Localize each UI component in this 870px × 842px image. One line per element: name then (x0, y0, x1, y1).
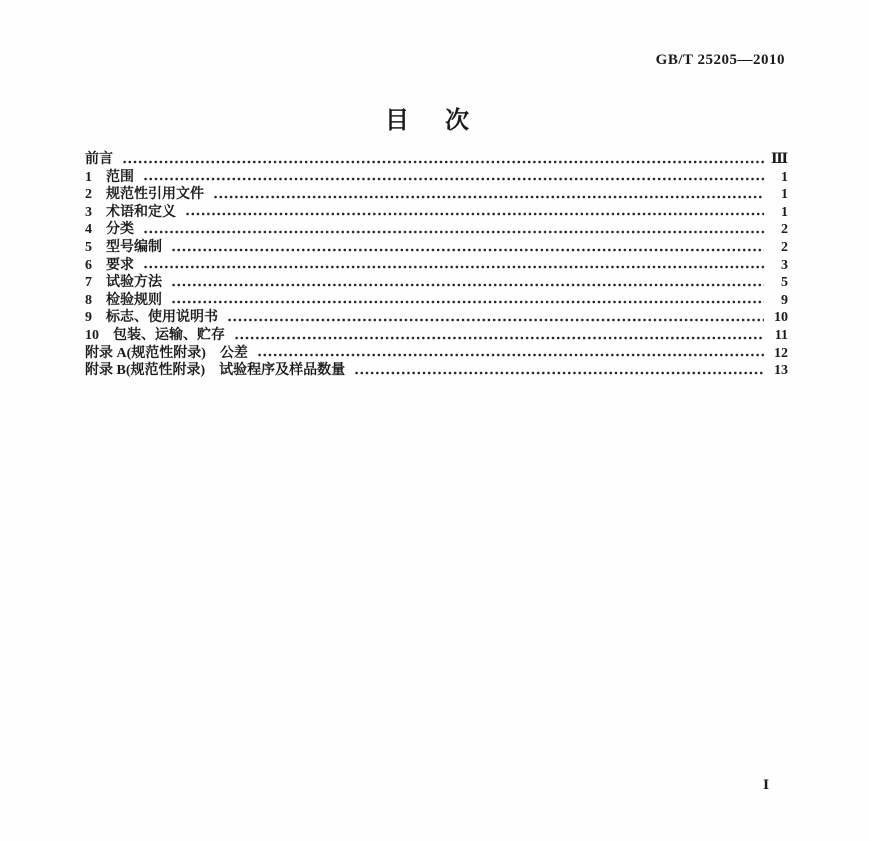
toc-entry-title: 分类 (106, 222, 134, 238)
toc-entry-number: 2 (85, 187, 92, 203)
toc-entry-title: 型号编制 (106, 239, 162, 255)
toc-entry-number: 附录 B(规范性附录) (85, 363, 206, 379)
toc-entry-number: 4 (85, 222, 92, 238)
dot-leader (171, 282, 764, 288)
toc-entry-page: 3 (781, 257, 788, 273)
toc-entry (85, 292, 788, 310)
toc-entry-number: 7 (85, 275, 92, 291)
toc-entry-title: 规范性引用文件 (106, 187, 204, 203)
toc-entry-number: 9 (85, 310, 92, 326)
toc-entry (85, 169, 788, 187)
toc-entry (85, 309, 788, 327)
toc-entry-page: 9 (781, 292, 788, 308)
toc-entry-page: 1 (781, 204, 788, 220)
toc-entry-number: 10 (85, 327, 99, 343)
toc-entry-title: 检验规则 (106, 292, 162, 308)
dot-leader (171, 247, 764, 253)
dot-leader (227, 317, 764, 323)
dot-leader (122, 159, 764, 165)
toc-entry-page: 5 (781, 275, 788, 291)
toc-entry-page: 11 (774, 327, 788, 343)
toc-entry-number: 3 (85, 204, 92, 220)
toc-entry-title: 要求 (106, 257, 134, 273)
toc-entry-number: 1 (85, 169, 92, 185)
toc-entry-title: 标志、使用说明书 (106, 310, 218, 326)
toc-title: 目 次 (385, 108, 475, 134)
dot-leader (354, 370, 764, 376)
toc-entry-title: 术语和定义 (106, 204, 176, 220)
toc-entry-page: 10 (774, 310, 788, 326)
dot-leader (234, 335, 764, 341)
toc-entry-number: 附录 A(规范性附录) (85, 345, 206, 361)
toc-entry (85, 345, 788, 363)
toc-entry-title: 前言 (85, 152, 113, 167)
toc-entry-page: Ⅲ (770, 152, 788, 167)
toc-entry-page: 13 (774, 363, 788, 379)
toc-entry (85, 274, 788, 292)
toc-entry-page: 1 (781, 187, 788, 203)
toc-entry-title: 试验程序及样品数量 (219, 363, 346, 379)
dot-leader (185, 211, 764, 217)
toc-entry-number: 8 (85, 292, 92, 308)
toc-entry (85, 257, 788, 275)
toc-entry-title: 试验方法 (106, 275, 162, 291)
dot-leader (171, 299, 764, 305)
toc-list (85, 151, 788, 380)
dot-leader (143, 229, 764, 235)
toc-entry-number: 5 (85, 239, 92, 255)
toc-entry-title: 范围 (106, 169, 134, 185)
dot-leader (143, 176, 764, 182)
dot-leader (213, 194, 764, 200)
toc-entry-page: 1 (781, 169, 788, 185)
dot-leader (143, 264, 764, 270)
toc-entry (85, 239, 788, 257)
footer-page-number: Ⅰ (763, 777, 770, 792)
toc-entry-page: 12 (774, 345, 788, 361)
dot-leader (257, 352, 764, 358)
standard-number: GB/T 25205—2010 (655, 52, 785, 68)
toc-entry-page: 2 (781, 239, 788, 255)
toc-entry (85, 362, 788, 380)
toc-entry-page: 2 (781, 222, 788, 238)
toc-entry (85, 221, 788, 239)
toc-entry-title: 包装、运输、贮存 (113, 327, 225, 343)
toc-entry-number: 6 (85, 257, 92, 273)
toc-entry (85, 327, 788, 345)
toc-entry (85, 204, 788, 222)
toc-entry (85, 186, 788, 204)
toc-entry-title: 公差 (219, 345, 248, 361)
toc-entry (85, 151, 788, 169)
